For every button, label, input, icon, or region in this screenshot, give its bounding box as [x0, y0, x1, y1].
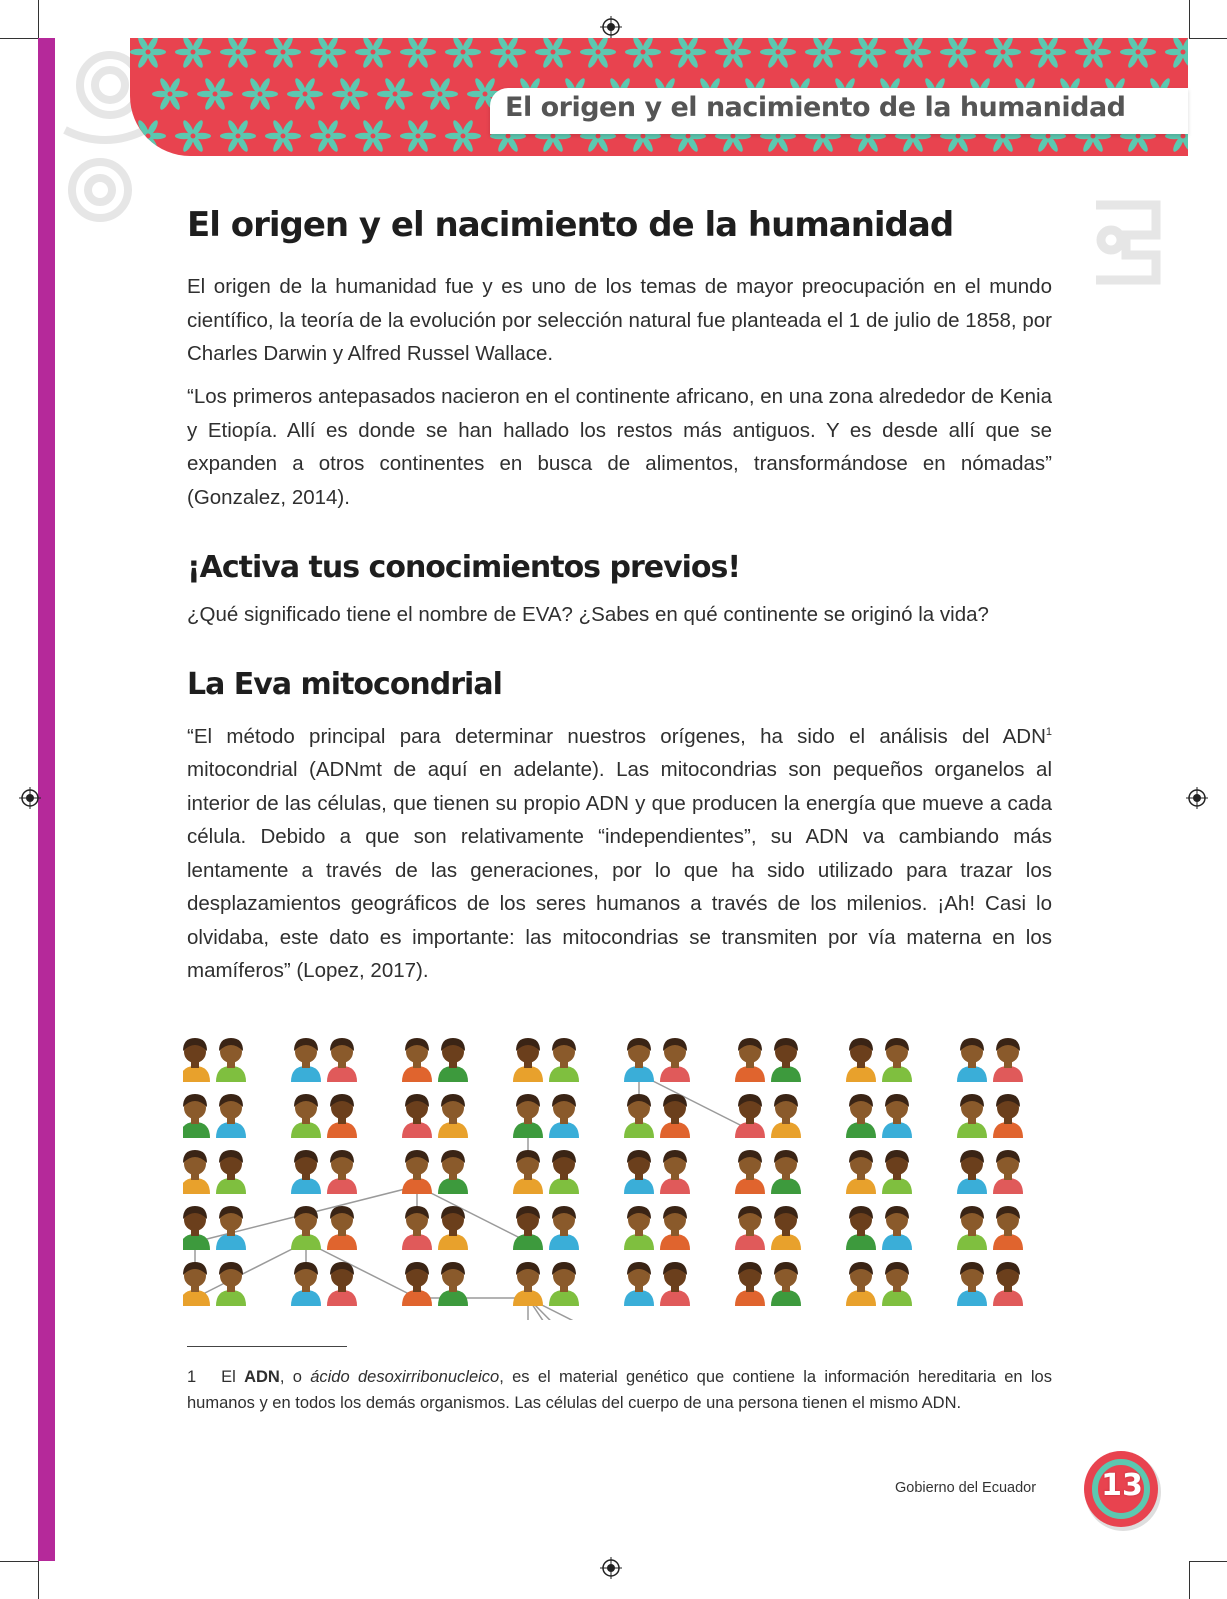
- person-icon: [216, 1262, 246, 1306]
- person-icon: [957, 1038, 987, 1082]
- footnote-bold: ADN: [244, 1368, 280, 1386]
- person-icon: [291, 1150, 321, 1194]
- person-icon: [993, 1262, 1023, 1306]
- person-icon: [993, 1206, 1023, 1250]
- person-icon: [513, 1206, 543, 1250]
- person-icon: [660, 1150, 690, 1194]
- person-icon: [291, 1206, 321, 1250]
- registration-mark-icon: [600, 1557, 622, 1579]
- person-icon: [549, 1038, 579, 1082]
- footnote-rule: [187, 1346, 347, 1347]
- person-icon: [771, 1262, 801, 1306]
- person-icon: [402, 1206, 432, 1250]
- person-icon: [327, 1094, 357, 1138]
- lineage-line: [528, 1298, 639, 1320]
- person-icon: [993, 1038, 1023, 1082]
- lineage-line: [528, 1298, 639, 1320]
- footnote-mid: , o: [279, 1368, 311, 1386]
- person-icon: [438, 1150, 468, 1194]
- person-icon: [771, 1094, 801, 1138]
- person-icon: [402, 1150, 432, 1194]
- person-icon: [402, 1094, 432, 1138]
- crop-mark: [1189, 38, 1227, 39]
- person-icon: [735, 1094, 765, 1138]
- person-icon: [438, 1206, 468, 1250]
- registration-mark-icon: [19, 787, 41, 809]
- person-icon: [993, 1150, 1023, 1194]
- activa-heading: ¡Activa tus conocimientos previos!: [187, 550, 741, 585]
- registration-mark-icon: [600, 16, 622, 38]
- page-number: 13: [1101, 1468, 1143, 1503]
- lineage-line: [639, 1074, 750, 1130]
- person-icon: [771, 1038, 801, 1082]
- person-icon: [846, 1094, 876, 1138]
- crop-mark: [38, 0, 39, 38]
- footnote-post: , es el material genético que contiene la información hereditaria en los humanos y en todos los demás organismos. Las células del cuerpo de una persona tienen el mismo ADN.: [187, 1368, 1052, 1412]
- person-icon: [993, 1094, 1023, 1138]
- footnote-pre: El: [221, 1368, 245, 1386]
- person-icon: [660, 1038, 690, 1082]
- lineage-line: [306, 1242, 417, 1298]
- footnote-ref: 1: [1045, 726, 1052, 738]
- person-icon: [327, 1206, 357, 1250]
- person-icon: [438, 1094, 468, 1138]
- person-icon: [183, 1150, 210, 1194]
- person-icon: [549, 1150, 579, 1194]
- intro-paragraph-2: “Los primeros antepasados nacieron en el continente africano, en una zona alrededor de Kenia y Etiopía. Allí es donde se han hallado los restos más antiguos. Y es desde allí que se expanden a otros continentes en busca de alimentos, transformándose en nómadas” (Gonzalez, 2014).: [187, 385, 1052, 509]
- crop-mark: [0, 38, 38, 39]
- person-icon: [402, 1262, 432, 1306]
- person-icon: [957, 1150, 987, 1194]
- person-icon: [846, 1206, 876, 1250]
- person-icon: [882, 1094, 912, 1138]
- person-icon: [624, 1150, 654, 1194]
- person-icon: [882, 1150, 912, 1194]
- person-icon: [846, 1038, 876, 1082]
- person-icon: [291, 1094, 321, 1138]
- crop-mark: [38, 1561, 39, 1599]
- eva-paragraph: [187, 716, 1052, 988]
- person-icon: [957, 1206, 987, 1250]
- crop-mark: [1189, 0, 1190, 38]
- person-icon: [513, 1038, 543, 1082]
- person-icon: [549, 1262, 579, 1306]
- eva-heading: La Eva mitocondrial: [187, 667, 502, 702]
- person-icon: [624, 1262, 654, 1306]
- publisher-label: Gobierno del Ecuador: [895, 1480, 1037, 1496]
- person-icon: [183, 1262, 210, 1306]
- person-icon: [882, 1206, 912, 1250]
- person-icon: [846, 1150, 876, 1194]
- person-icon: [735, 1150, 765, 1194]
- person-icon: [624, 1094, 654, 1138]
- person-icon: [957, 1262, 987, 1306]
- person-icon: [513, 1094, 543, 1138]
- intro-paragraph-1: El origen de la humanidad fue y es uno de los temas de mayor preocupación en el mundo científico, la teoría de la evolución por selección natural fue planteada el 1 de julio de 1858, por Charles Darwin y Alfred Russel Wallace.: [187, 275, 1052, 365]
- mitochondrial-lineage-figure: [183, 1030, 1063, 1320]
- person-icon: [735, 1262, 765, 1306]
- person-icon: [216, 1150, 246, 1194]
- person-icon: [291, 1262, 321, 1306]
- eva-text-1: “El método principal para determinar nuestros orígenes, ha sido el análisis del ADN: [187, 724, 1046, 748]
- person-icon: [183, 1038, 210, 1082]
- eva-text-2: mitocondrial (ADNmt de aquí en adelante). Las mitocondrias son pequeños organelos al interior de las células, que tienen su propio ADN y que producen la energía que mueve a cada célula. Debido a que son relativamente “independientes”, su ADN va cambiando más lentamente a través de las generaciones, por lo que ha sido utilizado para trazar los desplazamientos geográficos de los seres humanos a través de los milenios. ¡Ah! Casi lo olvidaba, este dato es importante: las mitocondrias se transmiten por vía materna en los mamíferos” (Lopez, 2017).: [187, 758, 1052, 983]
- person-icon: [735, 1038, 765, 1082]
- crop-mark: [1189, 1561, 1227, 1562]
- footnote-italic: ácido desoxirribonucleico: [310, 1368, 500, 1386]
- person-icon: [846, 1262, 876, 1306]
- person-icon: [183, 1206, 210, 1250]
- person-icon: [216, 1038, 246, 1082]
- person-icon: [327, 1262, 357, 1306]
- person-icon: [660, 1206, 690, 1250]
- person-icon: [216, 1094, 246, 1138]
- person-icon: [402, 1038, 432, 1082]
- lineage-line: [528, 1298, 639, 1320]
- person-icon: [882, 1262, 912, 1306]
- key-ornament-icon: [1086, 195, 1166, 290]
- person-icon: [549, 1206, 579, 1250]
- person-icon: [624, 1206, 654, 1250]
- person-icon: [735, 1206, 765, 1250]
- person-icon: [438, 1262, 468, 1306]
- person-icon: [549, 1094, 579, 1138]
- person-icon: [438, 1038, 468, 1082]
- activa-question: ¿Qué significado tiene el nombre de EVA? ¿Sabes en qué continente se originó la vida?: [187, 603, 989, 626]
- person-icon: [660, 1094, 690, 1138]
- lineage-line: [195, 1242, 306, 1298]
- crop-mark: [1189, 1561, 1190, 1599]
- person-icon: [513, 1150, 543, 1194]
- header-title: El origen y el nacimiento de la humanidad: [505, 92, 1126, 123]
- person-icon: [660, 1262, 690, 1306]
- lineage-line: [417, 1186, 528, 1242]
- person-icon: [327, 1150, 357, 1194]
- page-title: El origen y el nacimiento de la humanidad: [187, 205, 954, 245]
- registration-mark-icon: [1186, 787, 1208, 809]
- person-icon: [771, 1206, 801, 1250]
- person-icon: [957, 1094, 987, 1138]
- person-icon: [882, 1038, 912, 1082]
- person-icon: [513, 1262, 543, 1306]
- footnote: [187, 1364, 1052, 1416]
- person-icon: [183, 1094, 210, 1138]
- crop-mark: [0, 1561, 38, 1562]
- person-icon: [291, 1038, 321, 1082]
- person-icon: [624, 1038, 654, 1082]
- footnote-number: 1: [187, 1368, 197, 1386]
- person-icon: [327, 1038, 357, 1082]
- person-icon: [771, 1150, 801, 1194]
- person-icon: [216, 1206, 246, 1250]
